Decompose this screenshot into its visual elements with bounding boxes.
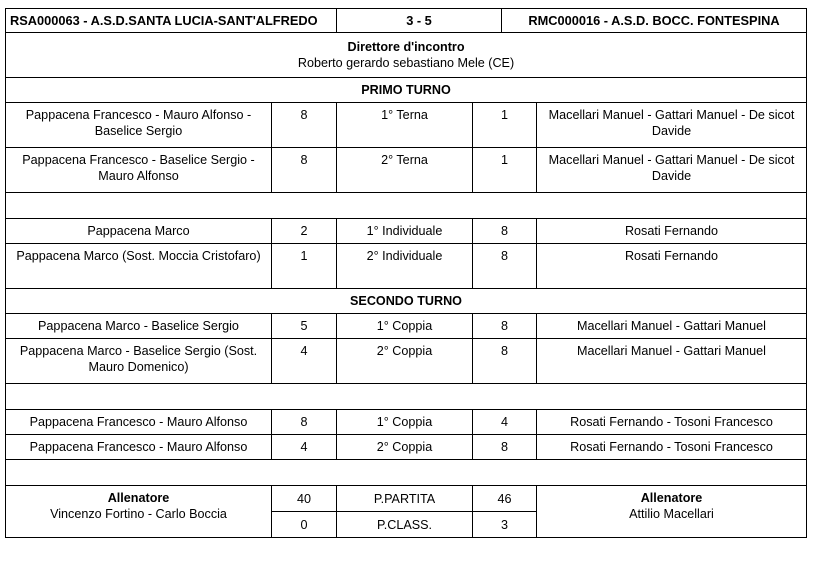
class-label: P.CLASS. (337, 512, 473, 538)
home-team-title: RSA000063 - A.S.D.SANTA LUCIA-SANT'ALFREDO (6, 9, 337, 33)
game-type: 2° Coppia (337, 435, 473, 460)
away-score: 8 (473, 339, 537, 384)
away-score: 8 (473, 435, 537, 460)
home-players: Pappacena Marco (6, 219, 272, 244)
game-type: 1° Coppia (337, 314, 473, 339)
away-score: 1 (473, 148, 537, 193)
home-players: Pappacena Francesco - Mauro Alfonso (6, 435, 272, 460)
game-type: 2° Individuale (337, 244, 473, 289)
home-score: 2 (272, 219, 337, 244)
away-players: Macellari Manuel - Gattari Manuel - De sicot Davide (537, 103, 807, 148)
blank-row (6, 193, 807, 219)
director-cell (6, 33, 807, 78)
away-players: Rosati Fernando - Tosoni Francesco (537, 410, 807, 435)
table-row (6, 103, 807, 148)
away-coach-label: Allenatore (640, 491, 703, 505)
match-report (5, 8, 806, 538)
match-score: 3 - 5 (337, 9, 502, 33)
home-score: 4 (272, 435, 337, 460)
game-type: 2° Terna (337, 148, 473, 193)
blank-cell (6, 460, 807, 486)
header-row (6, 9, 807, 33)
game-type: 1° Terna (337, 103, 473, 148)
away-players: Rosati Fernando (537, 219, 807, 244)
away-team-title: RMC000016 - A.S.D. BOCC. FONTESPINA (502, 9, 807, 33)
home-players: Pappacena Marco - Baselice Sergio (6, 314, 272, 339)
away-score: 8 (473, 314, 537, 339)
blank-row (6, 384, 807, 410)
home-players: Pappacena Marco (Sost. Moccia Cristofaro) (6, 244, 272, 289)
home-coach-label: Allenatore (107, 491, 170, 505)
section-primo-turno (6, 78, 807, 103)
home-score: 8 (272, 148, 337, 193)
home-coach-cell (6, 486, 272, 538)
table-row (6, 339, 807, 384)
table-row (6, 410, 807, 435)
away-players: Macellari Manuel - Gattari Manuel (537, 339, 807, 384)
away-score: 4 (473, 410, 537, 435)
home-score: 1 (272, 244, 337, 289)
section-secondo-turno (6, 289, 807, 314)
results-table (5, 32, 807, 538)
table-row (6, 148, 807, 193)
home-players: Pappacena Francesco - Mauro Alfonso - Baselice Sergio (6, 103, 272, 148)
away-coach-cell (537, 486, 807, 538)
home-score: 8 (272, 103, 337, 148)
table-row (6, 314, 807, 339)
class-home: 0 (272, 512, 337, 538)
game-type: 1° Coppia (337, 410, 473, 435)
table-row (6, 435, 807, 460)
home-score: 8 (272, 410, 337, 435)
director-label: Direttore d'incontro (347, 40, 465, 54)
director-name: Roberto gerardo sebastiano Mele (CE) (297, 56, 515, 70)
blank-row (6, 460, 807, 486)
home-players: Pappacena Marco - Baselice Sergio (Sost. Mauro Domenico) (6, 339, 272, 384)
home-players: Pappacena Francesco - Mauro Alfonso (6, 410, 272, 435)
away-players: Rosati Fernando - Tosoni Francesco (537, 435, 807, 460)
blank-cell (6, 193, 807, 219)
director-row (6, 33, 807, 78)
away-score: 8 (473, 219, 537, 244)
footer-row-partita (6, 486, 807, 512)
home-players: Pappacena Francesco - Baselice Sergio - Mauro Alfonso (6, 148, 272, 193)
away-players: Macellari Manuel - Gattari Manuel - De sicot Davide (537, 148, 807, 193)
home-score: 4 (272, 339, 337, 384)
away-score: 8 (473, 244, 537, 289)
game-type: 1° Individuale (337, 219, 473, 244)
away-score: 1 (473, 103, 537, 148)
blank-cell (6, 384, 807, 410)
partita-home: 40 (272, 486, 337, 512)
partita-away: 46 (473, 486, 537, 512)
away-coach-name: Attilio Macellari (629, 507, 714, 521)
table-row (6, 219, 807, 244)
section-title: SECONDO TURNO (6, 289, 807, 314)
partita-label: P.PARTITA (337, 486, 473, 512)
header-table (5, 8, 807, 33)
home-coach-name: Vincenzo Fortino - Carlo Boccia (50, 507, 227, 521)
class-away: 3 (473, 512, 537, 538)
section-title: PRIMO TURNO (6, 78, 807, 103)
game-type: 2° Coppia (337, 339, 473, 384)
table-row (6, 244, 807, 289)
away-players: Macellari Manuel - Gattari Manuel (537, 314, 807, 339)
away-players: Rosati Fernando (537, 244, 807, 289)
home-score: 5 (272, 314, 337, 339)
